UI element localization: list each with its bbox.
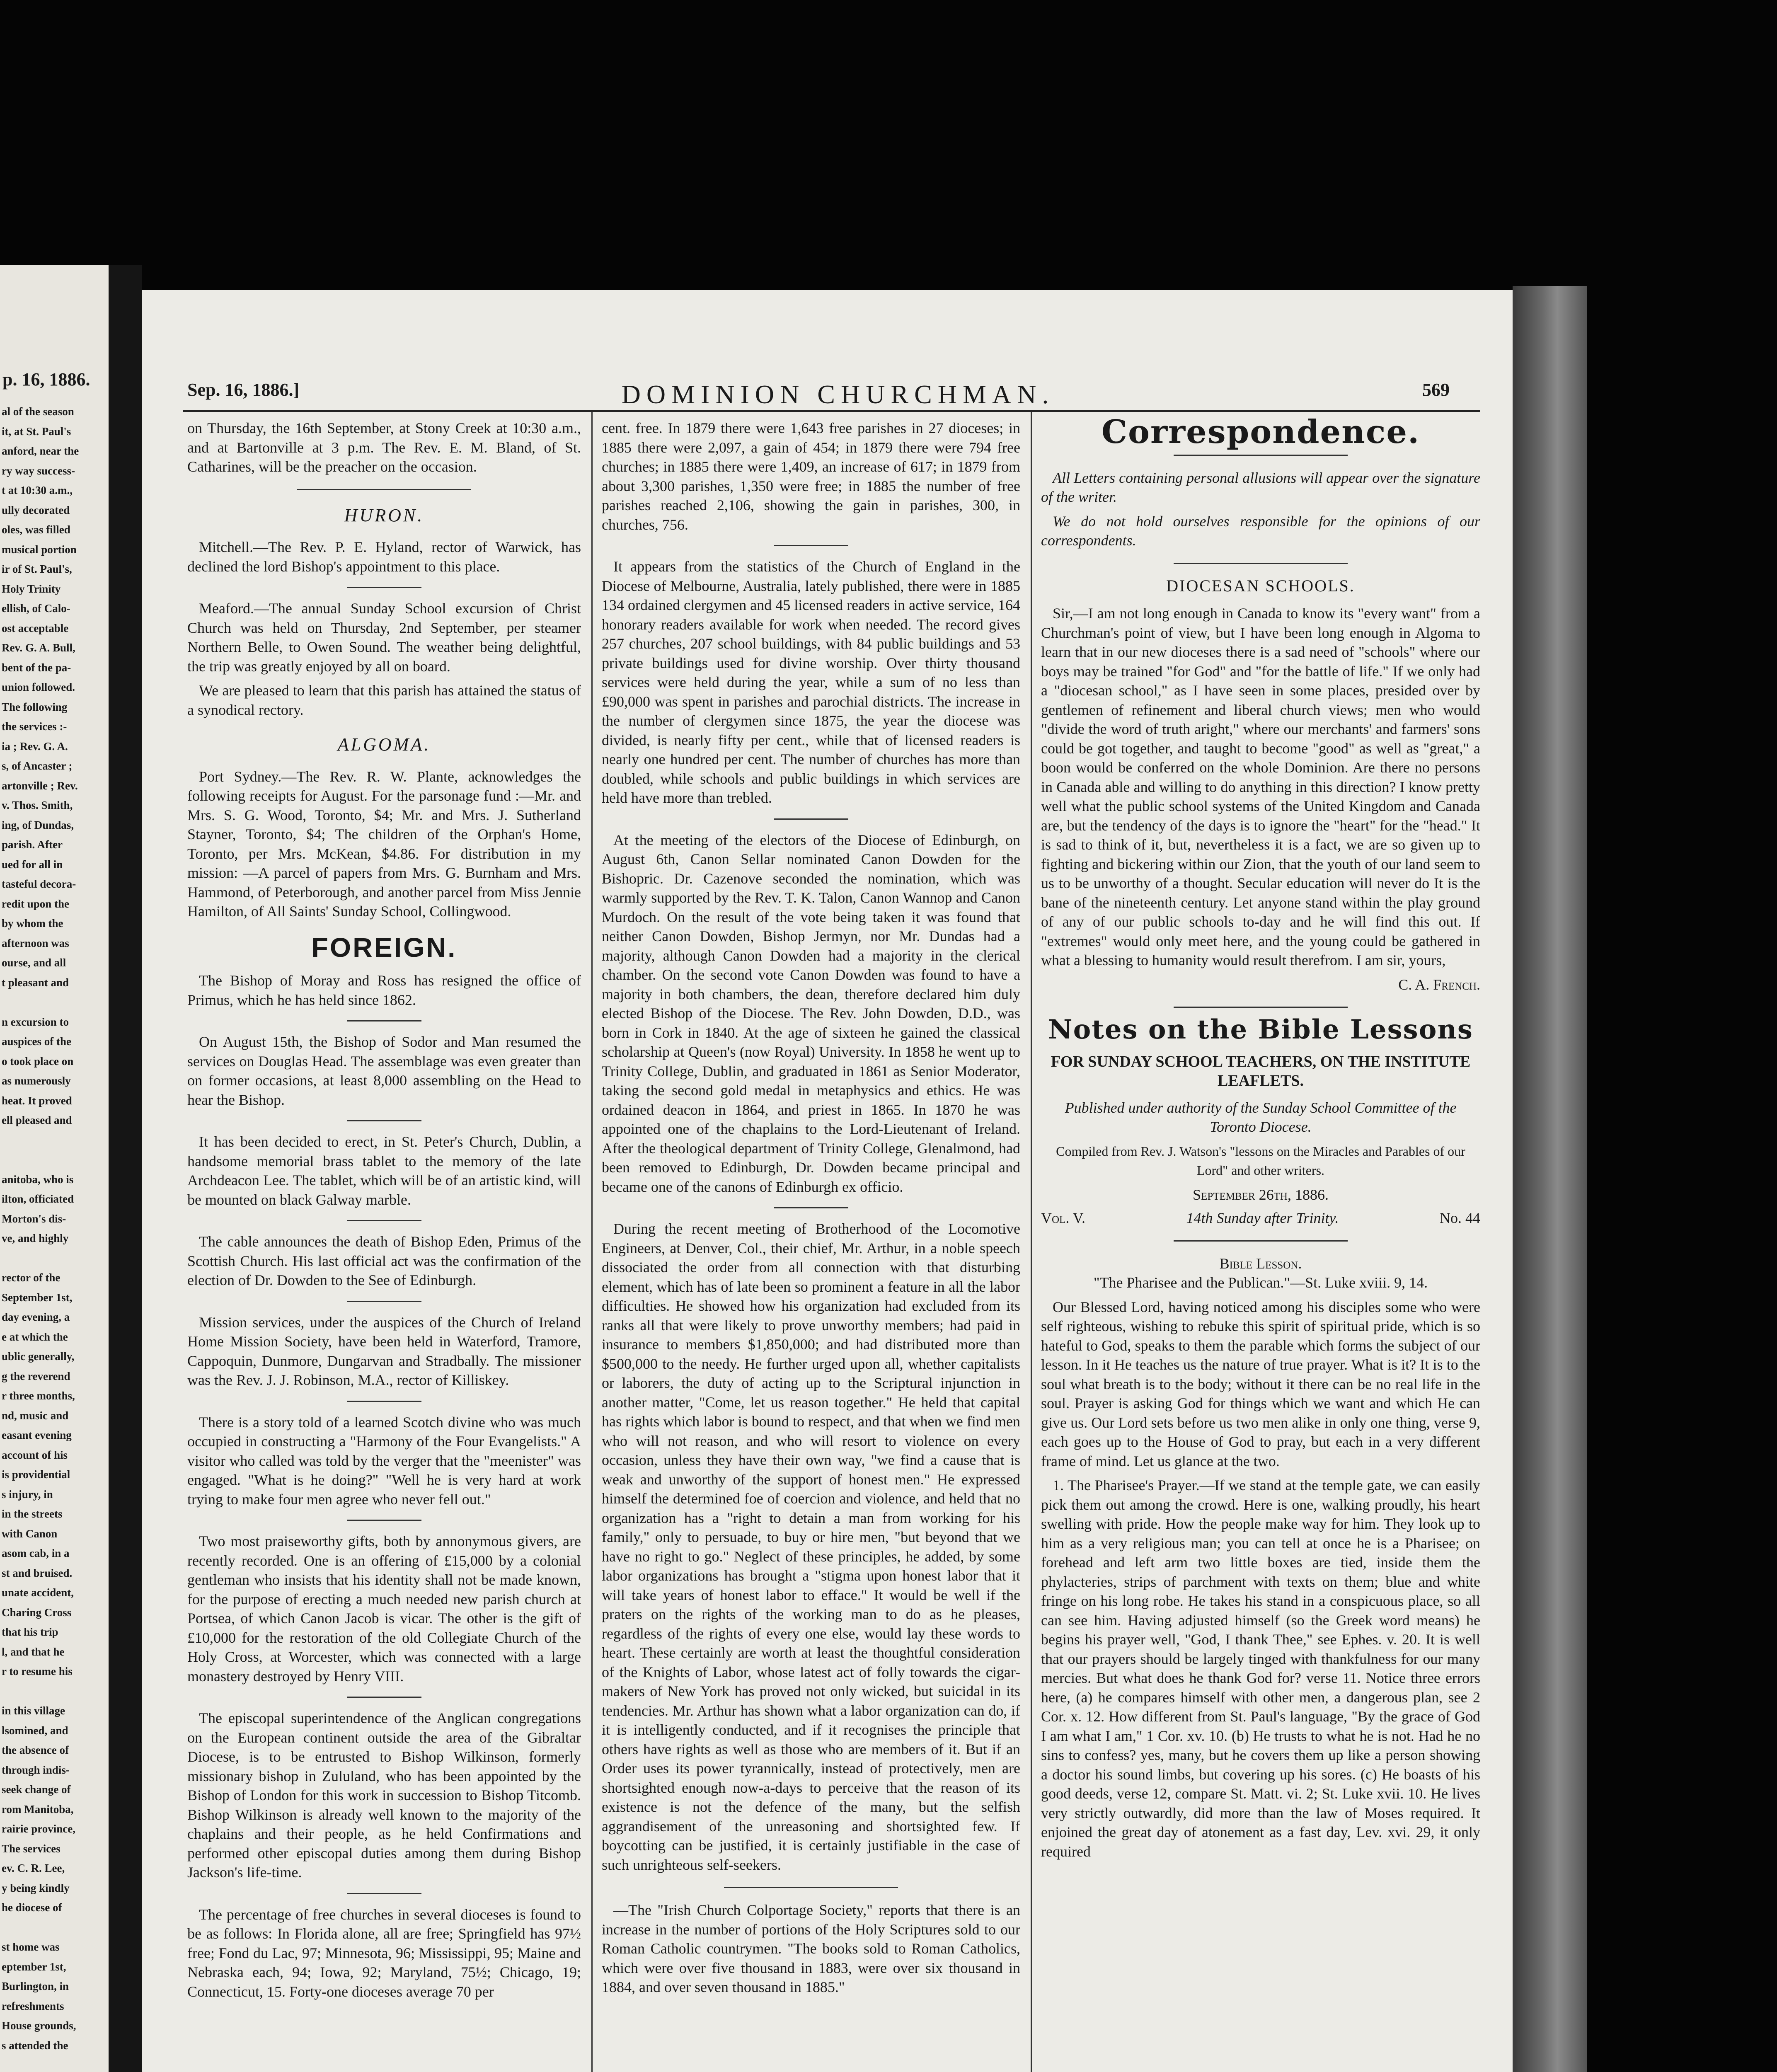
letter-heading: DIOCESAN SCHOOLS. (1166, 576, 1355, 595)
previous-page-line: the absence of (2, 1744, 69, 1756)
previous-page-line: lsomined, and (2, 1724, 68, 1737)
previous-page-line: unate accident, (2, 1586, 74, 1599)
previous-page-line: v. Thos. Smith, (2, 799, 73, 811)
previous-page-line (2, 2055, 106, 2072)
correspondence-heading: Correspondence. (1101, 413, 1420, 451)
header-date: Sep. 16, 1886.] (187, 380, 300, 400)
lesson-paragraph: 1. The Pharisee's Prayer.—If we stand at the temple gate, we can easily pick them out among the crowd. Here is one, walking proudly, his heart swelling with pride. How the people make way for him. They look up to him as a very religious man; you can tell at once he is a Pharisee; on forehead and left arm two little boxes are tied, inside them the phylacteries, strips of parchment with texts on them; blue and white fringe on his long robe. He takes his stand in a conspicuous place, so all can see him. Having adjusted himself (so the Greek word means) he begins his prayer well, "God, I thank Thee," see Ephes. v. 20. It is well that our prayers should be largely tinged with thankfulness for our many mercies. But what does he thank God for? verse 11. Notice three errors here, (a) he compares himself with other men, a dangerous plan, see 2 Cor. x. 12. How different from St. Paul's language, "By the grace of God I am what I am," 1 Cor. xv. 10. (b) He trusts to what he is not. Had he no sins to confess? yes, many, but he covers them up like a person showing a doctor his sound limbs, but covering up his sores. (c) He boasts of his good deeds, verse 12, compare St. Matt. vi. 2; St. Luke xvii. 10. He lives very strictly outwardly, did more than the law of Moses required. It enjoined the great day of atonement as a fast day, Lev. xvi. 29, it only required (1041, 1477, 1480, 1860)
separator-rule (347, 1520, 421, 1521)
previous-page-line: y being kindly (2, 1881, 70, 1894)
separator-rule (1174, 1240, 1348, 1242)
previous-page-line: t pleasant and (2, 976, 69, 989)
compiled-note: Compiled from Rev. J. Watson's "lessons on the Miracles and Parables of our Lord" and other writers. (1056, 1143, 1465, 1178)
volume-label: Vol. V. (1041, 1210, 1086, 1226)
previous-page-line: ell pleased and (2, 1114, 72, 1126)
previous-page-line: Rev. G. A. Bull, (2, 641, 75, 654)
previous-page-line: he diocese of (2, 1901, 62, 1914)
newspaper-page (142, 290, 1513, 2072)
previous-page-line: The services (2, 1842, 61, 1855)
previous-page-line: g the reverend (2, 1370, 70, 1382)
previous-page-line: union followed. (2, 681, 75, 693)
previous-page-line: e at which the (2, 1330, 68, 1343)
previous-page-line: al of the season (2, 405, 74, 418)
previous-page-line: r three months, (2, 1389, 75, 1402)
previous-page-line: ev. C. R. Lee, (2, 1862, 65, 1874)
previous-page-line: by whom the (2, 917, 63, 929)
previous-page-line: ully decorated (2, 503, 70, 516)
previous-page-line: s attended the (2, 2039, 68, 2052)
editorial-note: All Letters containing personal allusions will appear over the signature of the writer. (1041, 469, 1480, 505)
previous-page-line (2, 1130, 106, 1150)
letter-signature: C. A. French. (1398, 976, 1480, 993)
previous-page-line: redit upon the (2, 897, 70, 910)
previous-page-line: o took place on (2, 1055, 74, 1067)
previous-page-line: nd, music and (2, 1409, 69, 1422)
separator-rule (347, 1020, 421, 1021)
lesson-paragraph: Our Blessed Lord, having noticed among his disciples some who were self righteous, wishing to rebuke this spirit of spiritual pride, which is so hateful to God, speaks to them the parable which forms the subject of our lesson. In it He teaches us the nature of true prayer. What is it? It is to the soul what breath is to the body; without it there can be no real life in the soul. Prayer is asking God for things which we want and which He can give us. Our Lord sets before us two men alike in only one thing, verse 9, each goes up to the House of God to pray, but each in a very different frame of mind. Let us glance at the two. (1041, 1298, 1480, 1469)
paragraph: It appears from the statistics of the Church of England in the Diocese of Melbourne, Australia, lately published, there were in 1885 134 ordained clergymen and 45 licensed readers in active service, 164 honorary readers available for work when needed. The record gives 257 churches, 207 school buildings, with 84 public buildings and 53 private buildings used for divine worship. Over thirty thousand services were held during the year, while a sum of no less than £90,000 was spent in parishes and parochial districts. The increase in the number of clergymen since 1875, the year the diocese was divided, is nearly fifty per cent., while that of licensed readers is nearly one hundred per cent. The number of churches has more than doubled, while schools and public buildings in which services are held have more than trebled. (602, 558, 1020, 806)
separator-rule (1174, 1007, 1348, 1008)
paragraph: During the recent meeting of Brotherhood of the Locomotive Engineers, at Denver, Col., their chief, Mr. Arthur, in a noble speech dissociated the order from all connection with that disturbing element, which has of late been so prominent a feature in all the labor difficulties. He showed how his organization had excluded from its ranks all that were likely to prove unworthy members; had paid in insurance to members $1,850,000; and had distributed more than $500,000 to the needy. He further urged upon all, whether capitalists or laborers, the duty of acting up to the Scriptural injunction in another matter, "Come, let us reason together." He held that capital has rights which labor is bound to respect, and that when we find men who will not reason, and who will resort to violence on every occasion, unless they have their own way, "we find a cause that is weak and unworthy of the support of honest men." He expressed himself the determined foe of coercion and violence, and held that no organization has a "right to detain a man from working for his family," only to persuade, to buy or hire men, "but beyond that we have no right to go." Neglect of these principles, he added, by some labor organizations has brought a "stigma upon honest labor that it will take years of honest labor to efface." It would be well if the praters on the rights of the working man to do as he pleases, regardless of the rights of every one else, would lay these words to heart. These certainly are worth at least the thoughtful consideration of the Knights of Labor, whose latest act of folly towards the cigar-makers of New York has proved not only wicked, but suicidal in its tendencies. Mr. Arthur has shown what a labor organization can do, if it is intelligently conducted, and if it recognises the principle that others have rights as well as those who are members of it. But if an Order uses its power tyrannically, instead of protectively, men are shortsighted enough now-a-days to perceive that the reason of its existence is not the defence of the many, but the selfish aggrandisement of the unreasoning and shortsighted few. If boycotting can be justified, it is certainly justifiable in the case of such unrighteous self-seekers. (602, 1220, 1020, 1873)
header-rule (183, 410, 1480, 412)
paragraph: The Bishop of Moray and Ross has resigned the office of Primus, which he has held since 1862. (187, 972, 581, 1008)
paragraph: —The "Irish Church Colportage Society," reports that there is an increase in the number of portions of the Holy Scriptures sold to our Roman Catholic countrymen. "The books sold to Roman Catholics, which were over five thousand in 1883, were over six thousand in 1884, and over seven thousand in 1885." (602, 1902, 1020, 1995)
previous-page-line: refreshments (2, 1999, 64, 2012)
previous-page-line: ry way success- (2, 464, 75, 477)
previous-page-line: musical portion (2, 543, 77, 556)
letter-body: Sir,—I am not long enough in Canada to know its "every want" from a Churchman's point of view, but I have been long enough in Algoma to learn that in our new dioceses there is a sad need of "schools" where our boys may be trained "for God" and "for the battle of life." If we only had a "diocesan school," as I have seen in some places, presided over by gentlemen of refinement and liberal church views; men who would "divide the word of truth aright," where our merchants' and farmers' sons could be got together, and taught to become "good" as well as "great," a boon would be conferred on the whole Dominion. Are there no persons in Canada able and willing to do anything in this direction? I know pretty well what the public school systems of the United Kingdom and Canada are, but the tendency of the days is to ignore the "heart" for the "head." It is sad to think of it, but, nevertheless it is a fact, we are so given up to fighting and bickering within our Zion, that the youth of our land seem to us to be unworthy of a thought. Secular education will never do It is the bane of the nineteenth century. Let anyone stand within the play ground of any of our public schools to-day and he will find this out. If "extremes" would only meet here, and the young could be gathered in what a blessing to humanity would result therefrom. I am sir, yours, (1041, 605, 1480, 968)
previous-page-line: tasteful decora- (2, 878, 76, 890)
page-stack-edge (1513, 286, 1587, 2072)
previous-page-line: as numerously (2, 1075, 71, 1087)
previous-page-line: with Canon (2, 1527, 58, 1540)
previous-page-line: st and bruised. (2, 1566, 73, 1579)
paragraph: We are pleased to learn that this parish has attained the status of a synodical rectory. (187, 682, 581, 718)
previous-page-fragment (0, 265, 111, 2072)
separator-rule (347, 587, 421, 588)
paragraph: The percentage of free churches in several dioceses is found to be as follows: In Florida alone, all are free; Springfield has 97½ free; Fond du Lac, 97; Minnesota, 96; Mississippi, 95; Maine and Nebraska each, 94; Iowa, 92; Maryland, 75½; Chicago, 19; Connecticut, 15. Forty-one dioceses average 70 per (187, 1906, 581, 2000)
previous-page-line (2, 992, 106, 1012)
previous-page-line: anitoba, who is (2, 1173, 74, 1186)
previous-page-line: House grounds, (2, 2019, 76, 2032)
separator-rule (347, 1697, 421, 1698)
paragraph: Two most praiseworthy gifts, both by annonymous givers, are recently recorded. One is an offering of £15,000 by a colonial gentleman who insists that his identity shall not be made known, for the purpose of erecting a much needed new parish church at Portsea, of which Canon Jacob is vicar. The other is the gift of £10,000 for the restoration of the old Collegiate Church of the Holy Cross, at Worcester, which was connected with a large monastery destroyed by Henry VIII. (187, 1533, 581, 1685)
previous-page-line: seek change of (2, 1783, 71, 1796)
previous-page-line: account of his (2, 1448, 68, 1461)
previous-page-line: ourse, and all (2, 956, 66, 969)
paragraph: On August 15th, the Bishop of Sodor and Man resumed the services on Douglas Head. The assemblage was even greater than on former occasions, at least 8,000 assembling on the Head to hear the Bishop. (187, 1034, 581, 1108)
previous-page-line: ing, of Dundas, (2, 818, 74, 831)
previous-page-line: Burlington, in (2, 1980, 69, 1992)
previous-page-line: l, and that he (2, 1645, 65, 1658)
previous-page-line: rairie province, (2, 1823, 75, 1835)
previous-page-line: ublic generally, (2, 1350, 75, 1363)
previous-page-line: is providential (2, 1468, 70, 1481)
previous-page-line: anford, near the (2, 445, 79, 457)
previous-page-line: that his trip (2, 1626, 58, 1638)
paragraph: Mission services, under the auspices of the Church of Ireland Home Mission Society, have been held in Waterford, Tramore, Cappoquin, Dunmore, Dungarvan and Stradbally. The missioner was the Rev. J. J. Robinson, M.A., rector of Killiskey. (187, 1314, 581, 1388)
previous-page-line: through indis- (2, 1763, 70, 1776)
masthead-title: DOMINION CHURCHMAN. (621, 380, 1055, 409)
column-divider (1031, 412, 1032, 2072)
previous-page-line: ost acceptable (2, 622, 69, 634)
book-gutter (109, 265, 142, 2072)
volume-row (1041, 1208, 1480, 1228)
notes-heading: Notes on the Bible Lessons (1048, 1014, 1473, 1045)
notes-subheading: FOR SUNDAY SCHOOL TEACHERS, ON THE INSTITUTE LEAFLETS. (1051, 1053, 1471, 1089)
separator-rule (774, 1207, 848, 1208)
separator-rule (347, 1401, 421, 1402)
previous-page-line: ued for all in (2, 858, 63, 871)
previous-page-line: September 1st, (2, 1291, 73, 1304)
previous-page-line: The following (2, 700, 68, 713)
column-3 (1041, 413, 1480, 1866)
previous-page-line: it, at St. Paul's (2, 425, 71, 438)
bible-lesson-label: Bible Lesson. (1219, 1255, 1302, 1272)
previous-page-line (2, 1249, 106, 1268)
previous-page-line: rom Manitoba, (2, 1803, 74, 1815)
separator-rule (347, 1120, 421, 1121)
previous-page-line: ellish, of Calo- (2, 602, 70, 615)
previous-page-line: r to resume his (2, 1665, 73, 1677)
paragraph: Mitchell.—The Rev. P. E. Hyland, rector of Warwick, has declined the lord Bishop's appointment to this place. (187, 539, 581, 575)
paragraph: Port Sydney.—The Rev. R. W. Plante, acknowledges the following receipts for August. For the parsonage fund :—Mr. and Mrs. S. G. Wood, Toronto, $4; Mr. and Mrs. J. Sutherland Stayner, Toronto, $4; The children of the Orphan's Home, Toronto, per Mrs. McKean, $4.86. For distribution in my mission: —A parcel of papers from Mrs. G. Burnham and Mrs. Hammond, of Peterborough, and another parcel from Miss Jennie Hamilton, of All Saints' Sunday School, Collingwood. (187, 768, 581, 920)
previous-page-line: in the streets (2, 1508, 63, 1520)
paragraph: The episcopal superintendence of the Anglican congregations on the European continent outside the area of the Gibraltar Diocese, is to be entrusted to Bishop Wilkinson, formerly missionary bishop in Zululand, who has been appointed by the Bishop of London for this work in succession to Bishop Titcomb. Bishop Wilkinson is already well known to the majority of the chaplains and their people, as he held Confirmations and performed other episcopal duties among them during Bishop Jackson's life-time. (187, 1710, 581, 1881)
paragraph: It has been decided to erect, in St. Peter's Church, Dublin, a handsome memorial brass tablet to the memory of the late Archdeacon Lee. The tablet, which will be of an artistic kind, will be mounted on black Galway marble. (187, 1133, 581, 1208)
previous-page-line (2, 1150, 106, 1170)
paragraph: Meaford.—The annual Sunday School excursion of Christ Church was held on Thursday, 2nd September, per steamer Northern Belle, to Owen Sound. The weather being delightful, the trip was greatly enjoyed by all on board. (187, 600, 581, 675)
paragraph: There is a story told of a learned Scotch divine who was much occupied in constructing a "Harmony of the Four Evangelists." A visitor who called was told by the verger that the "meenister" was engaged. "What is he doing?" "Well he is very hard at work trying to make four men agree who never fell out." (187, 1414, 581, 1508)
editorial-note: We do not hold ourselves responsible for the opinions of our correspondents. (1041, 513, 1480, 549)
previous-page-line: easant evening (2, 1429, 72, 1441)
section-heading-algoma: ALGOMA. (337, 734, 431, 755)
column-1 (187, 419, 581, 2006)
previous-page-line: the services :- (2, 720, 67, 733)
previous-page-line: in this village (2, 1704, 65, 1717)
previous-page-line: Charing Cross (2, 1606, 72, 1619)
previous-page-line: s, of Ancaster ; (2, 760, 73, 772)
section-heading-foreign: FOREIGN. (311, 932, 457, 963)
previous-page-line: heat. It proved (2, 1094, 72, 1107)
column-2 (602, 419, 1020, 2002)
paragraph: The cable announces the death of Bishop Eden, Primus of the Scottish Church. His last official act was the confirmation of the election of Dr. Dowden to the See of Edinburgh. (187, 1233, 581, 1288)
separator-rule (347, 1220, 421, 1221)
previous-page-line: n excursion to (2, 1015, 69, 1028)
previous-page-line: artonville ; Rev. (2, 779, 78, 792)
paragraph: At the meeting of the electors of the Diocese of Edinburgh, on August 6th, Canon Sellar nominated Canon Dowden for the Bishopric. Dr. Cazenove seconded the nomination, which was warmly supported by the Rev. T. K. Talon, Canon Wannop and Canon Murdoch. On the result of the vote being taken it was found that neither Canon Dowden, Bishop Jermyn, nor Mr. Dundas had a majority, although Canon Dowden had a majority in the clerical chamber. On the second vote Canon Dowden was found to have a majority in both chambers, the dean, therefore declared him duly elected Bishop of the Diocese. The Rev. John Dowden, D.D., was born in Cork in 1840. At the age of sixteen he gained the classical scholarship at Queen's (now Royal) University. In 1858 he went up to Trinity College, Dublin, and graduated in 1861 as Senior Moderator, taking the second gold medal in metaphysics and ethics. He was ordained deacon in 1864, and priest in 1865. In 1870 he was appointed one of the chaplains to the Lord-Lieutenant of Ireland. After the theological department of Trinity College, Glenalmond, had been removed to Edinburgh, Dr. Dowden became principal and became one of the canons of Edinburgh ex officio. (602, 831, 1020, 1195)
previous-page-line: parish. After (2, 838, 63, 851)
separator-rule (347, 1893, 421, 1894)
previous-page-line (2, 1918, 106, 1938)
previous-page-line: s injury, in (2, 1488, 53, 1501)
previous-page-line: Morton's dis- (2, 1212, 66, 1225)
previous-page-line: ilton, officiated (2, 1193, 74, 1205)
paragraph: cent. free. In 1879 there were 1,643 free parishes in 27 dioceses; in 1885 there were 2,097, a gain of 454; in 1879 there were 794 free churches; in 1885 there were 1,409, an increase of 617; in 1879 from about 3,300 parishes, 1,350 were free; in 1885 the number of free parishes reached 2,106, showing the gain in parishes, 300, in churches, 756. (602, 420, 1020, 533)
previous-page-line: afternoon was (2, 937, 69, 949)
lesson-title: "The Pharisee and the Publican."—St. Luke xviii. 9, 14. (1093, 1274, 1428, 1291)
previous-page-line: t at 10:30 a.m., (2, 484, 73, 496)
previous-page-line: Holy Trinity (2, 582, 61, 595)
previous-page-line: oles, was filled (2, 523, 70, 536)
previous-page-line: bent of the pa- (2, 661, 71, 674)
previous-page-line: ir of St. Paul's, (2, 563, 72, 575)
previous-page-line: ia ; Rev. G. A. (2, 740, 68, 753)
separator-rule (297, 489, 471, 490)
published-note: Published under authority of the Sunday School Committee of the Toronto Diocese. (1065, 1099, 1457, 1135)
lesson-date: September 26th, 1886. (1193, 1186, 1329, 1203)
section-heading-huron: HURON. (344, 505, 424, 525)
sunday-label: 14th Sunday after Trinity. (1186, 1210, 1339, 1226)
previous-page-text (2, 402, 106, 2072)
page-number: 569 (1422, 380, 1450, 400)
separator-rule (774, 818, 848, 820)
separator-rule (724, 1887, 898, 1888)
previous-page-header: p. 16, 1886. (2, 369, 90, 390)
paragraph: on Thursday, the 16th September, at Stony Creek at 10:30 a.m., and at Bartonville at 3 p.m. The Rev. E. M. Bland, of St. Catharines, will be the preacher on the occasion. (187, 420, 581, 475)
separator-rule (1174, 455, 1348, 456)
separator-rule (1174, 563, 1348, 564)
previous-page-line: st home was (2, 1941, 60, 1953)
previous-page-line: auspices of the (2, 1035, 71, 1048)
column-divider (591, 412, 593, 2072)
previous-page-line: ve, and highly (2, 1232, 69, 1244)
previous-page-line: asom cab, in a (2, 1547, 70, 1559)
previous-page-line: eptember 1st, (2, 1960, 66, 1973)
previous-page-line (2, 1682, 106, 1702)
previous-page-line: day evening, a (2, 1311, 70, 1323)
separator-rule (774, 545, 848, 546)
previous-page-line: rector of the (2, 1271, 61, 1284)
issue-number: No. 44 (1439, 1210, 1480, 1226)
separator-rule (347, 1301, 421, 1302)
